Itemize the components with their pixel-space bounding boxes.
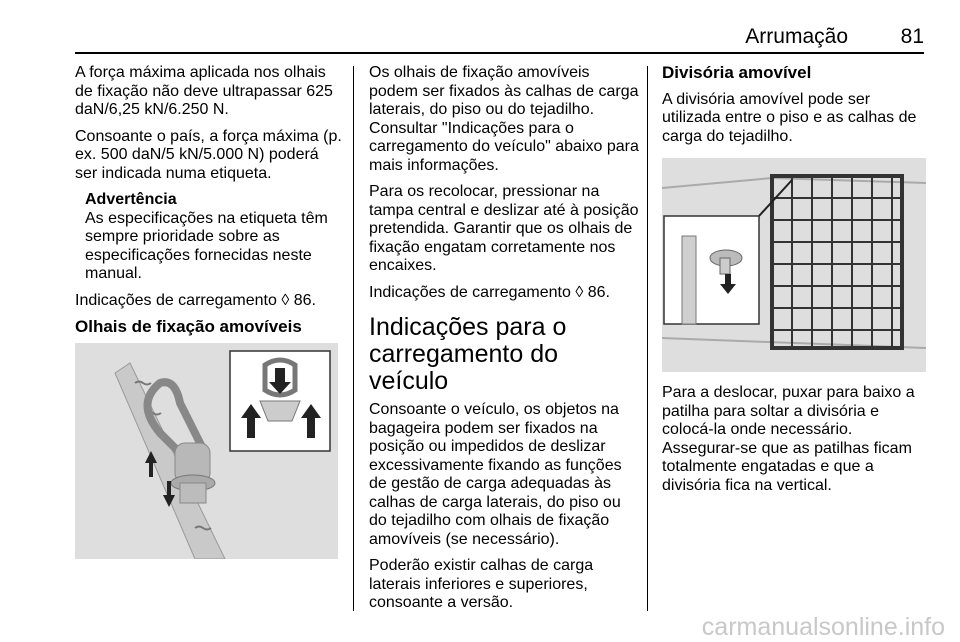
- page-header: [0, 0, 960, 52]
- section-heading: Divisória amovível: [662, 63, 812, 82]
- cross-reference: Indicações de carregamento ◊ 86.: [369, 283, 610, 301]
- warning-title: Advertência: [85, 191, 177, 208]
- column-3-lower: [662, 384, 932, 503]
- page-number: 81: [900, 25, 924, 48]
- header-rule: [75, 52, 924, 54]
- section-heading: Olhais de fixação amovíveis: [75, 317, 302, 336]
- paragraph: Consoante o país, a força máxima (p. ex. 500 daN/5 kN/5.000 N) poderá ser indicada numa etiqueta.: [75, 127, 342, 182]
- lashing-eye-illustration: [75, 343, 338, 559]
- paragraph: Para os recolocar, pressionar na tampa central e deslizar até à posição pretendida. Garantir que os olhais de fixação engatam corretamente nos encaixes.: [369, 183, 639, 274]
- partition-net-illustration: [662, 158, 926, 372]
- paragraph: Para a deslocar, puxar para baixo a patilha para soltar a divisória e colocá-la onde necessário. Assegurar-se que as patilhas ficam totalmente engatadas e que a divisória fica na vertical.: [662, 384, 915, 494]
- column-1: [75, 64, 345, 345]
- page-title: Arrumação: [745, 25, 848, 48]
- paragraph: Poderão existir calhas de carga laterais inferiores e superiores, consoante a versão.: [369, 557, 594, 611]
- watermark: carmanualsonline.info: [701, 613, 945, 641]
- paragraph: Consoante o veículo, os objetos na bagageira podem ser fixados na posição ou impedidos de deslizar excessivamente fixando as funções de gestão de carga adequadas às calhas de carga laterais, do piso ou do tejadilho com olhais de fixação amovíveis (se necessário).: [369, 401, 622, 548]
- column-divider: [647, 66, 648, 611]
- warning-text: As especificações na etiqueta têm sempre prioridade sobre as especificações fornecidas neste manual.: [85, 209, 328, 282]
- column-2: [369, 64, 639, 621]
- column-divider: [353, 66, 354, 611]
- column-3: [662, 64, 932, 154]
- cross-reference: Indicações de carregamento ◊ 86.: [75, 291, 316, 309]
- paragraph: A divisória amovível pode ser utilizada entre o piso e as calhas de carga do tejadilho.: [662, 90, 917, 145]
- paragraph: A força máxima aplicada nos olhais de fixação não deve ultrapassar 625 daN/6,25 kN/6.250 N.: [75, 64, 333, 118]
- paragraph: Os olhais de fixação amovíveis podem ser fixados às calhas de carga laterais, do piso ou do tejadilho. Consultar "Indicações para o carregamento do veículo" abaixo para mais informações.: [369, 64, 639, 174]
- warning-box: [75, 191, 345, 284]
- section-heading: Indicações para o carregamento do veículo: [369, 313, 567, 395]
